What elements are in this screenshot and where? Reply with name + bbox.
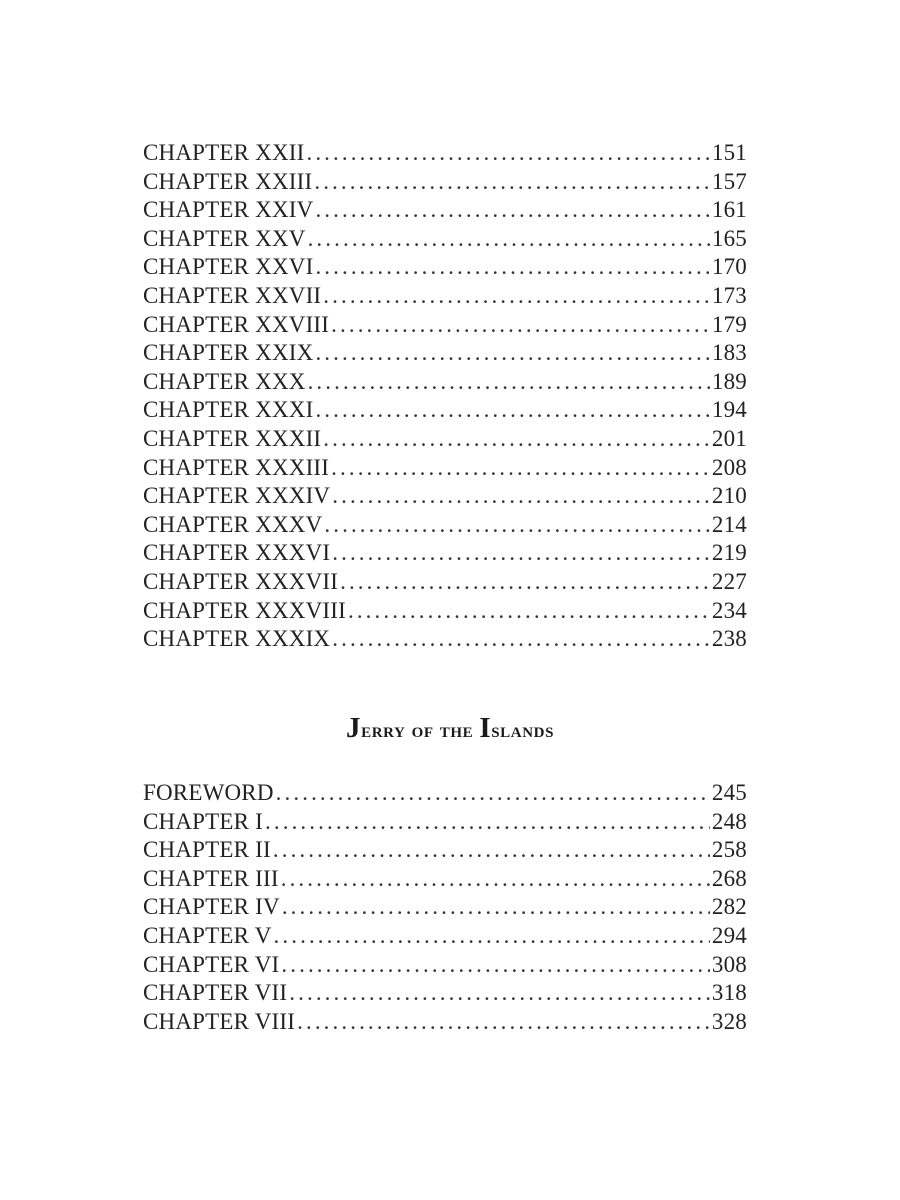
toc-entry-label: CHAPTER XXIX (143, 340, 314, 366)
toc-entry-page-number: 238 (711, 626, 747, 652)
toc-entry-page-number: 210 (711, 483, 747, 509)
dot-leader (282, 893, 710, 922)
toc-entry-page-number: 318 (711, 980, 747, 1006)
toc-entry-page-number: 294 (711, 922, 747, 948)
toc-entry-label: CHAPTER XXXIX (143, 626, 331, 652)
toc-entry-label: CHAPTER XXIV (143, 197, 314, 223)
toc-entry-label: CHAPTER II (143, 837, 271, 863)
toc-entry-page-number: 328 (711, 1008, 747, 1034)
toc-entry-label: CHAPTER I (143, 808, 264, 834)
dot-leader (281, 951, 709, 980)
toc-entry[interactable] (143, 568, 747, 597)
toc-list-continued (143, 139, 747, 654)
toc-entry-label: CHAPTER VI (143, 951, 280, 977)
dot-leader (314, 168, 710, 197)
toc-entry-label: CHAPTER XXXI (143, 397, 314, 423)
dot-leader (265, 808, 710, 837)
dot-leader (331, 454, 710, 483)
dot-leader (332, 625, 710, 654)
dot-leader (315, 253, 709, 282)
toc-entry[interactable] (143, 139, 747, 168)
toc-entry-label: CHAPTER XXXIII (143, 454, 330, 480)
toc-entry-label: CHAPTER V (143, 922, 272, 948)
dot-leader (340, 568, 710, 597)
dot-leader (315, 339, 709, 368)
toc-entry[interactable] (143, 808, 747, 837)
toc-entry[interactable] (143, 396, 747, 425)
toc-entry-page-number: 227 (711, 568, 747, 594)
dot-leader (324, 511, 710, 540)
toc-entry-page-number: 170 (711, 254, 747, 280)
dot-leader (315, 396, 709, 425)
toc-entry-label: CHAPTER XXXVII (143, 568, 339, 594)
toc-entry-page-number: 248 (711, 808, 747, 834)
toc-entry-label: CHAPTER XXXIV (143, 483, 331, 509)
book-section-title: Jerry of the Islands (345, 712, 555, 744)
toc-entry[interactable] (143, 1008, 747, 1037)
toc-entry[interactable] (143, 836, 747, 865)
dot-leader (281, 865, 710, 894)
toc-entry-page-number: 208 (711, 454, 747, 480)
toc-entry-page-number: 214 (711, 511, 747, 537)
toc-entry-label: CHAPTER XXV (143, 225, 306, 251)
dot-leader (323, 425, 710, 454)
toc-entry[interactable] (143, 368, 747, 397)
toc-entry-label: CHAPTER VIII (143, 1008, 296, 1034)
dot-leader (308, 225, 710, 254)
toc-entry[interactable] (143, 168, 747, 197)
toc-entry-page-number: 282 (711, 894, 747, 920)
dot-leader (306, 139, 709, 168)
dot-leader (276, 779, 710, 808)
toc-entry[interactable] (143, 225, 747, 254)
toc-entry-label: CHAPTER XXX (143, 368, 306, 394)
dot-leader (274, 922, 710, 951)
toc-entry-page-number: 157 (711, 168, 747, 194)
toc-entry-label: CHAPTER XXVII (143, 282, 322, 308)
toc-entry[interactable] (143, 311, 747, 340)
toc-entry[interactable] (143, 482, 747, 511)
dot-leader (308, 368, 710, 397)
dot-leader (348, 597, 710, 626)
dot-leader (289, 979, 710, 1008)
toc-entry-page-number: 308 (711, 951, 747, 977)
dot-leader (273, 836, 710, 865)
toc-entry[interactable] (143, 282, 747, 311)
toc-entry-page-number: 183 (711, 340, 747, 366)
toc-entry[interactable] (143, 979, 747, 1008)
toc-entry[interactable] (143, 625, 747, 654)
toc-entry-label: CHAPTER XXXVI (143, 540, 331, 566)
toc-entry-page-number: 165 (711, 225, 747, 251)
toc-entry-page-number: 219 (711, 540, 747, 566)
toc-entry[interactable] (143, 339, 747, 368)
dot-leader (331, 311, 710, 340)
toc-entry-page-number: 189 (711, 368, 747, 394)
toc-entry-page-number: 258 (711, 837, 747, 863)
toc-entry[interactable] (143, 865, 747, 894)
toc-entry[interactable] (143, 253, 747, 282)
toc-entry[interactable] (143, 425, 747, 454)
toc-entry-page-number: 151 (711, 140, 747, 165)
toc-entry-page-number: 245 (711, 780, 747, 805)
toc-entry[interactable] (143, 539, 747, 568)
toc-entry-label: CHAPTER XXVIII (143, 311, 330, 337)
toc-entry[interactable] (143, 196, 747, 225)
toc-entry-page-number: 179 (711, 311, 747, 337)
dot-leader (297, 1008, 710, 1037)
toc-entry-page-number: 268 (711, 865, 747, 891)
toc-entry[interactable] (143, 951, 747, 980)
toc-entry[interactable] (143, 511, 747, 540)
toc-entry[interactable] (143, 454, 747, 483)
toc-entry-page-number: 234 (711, 597, 747, 623)
toc-list-jerry-of-the-islands (143, 779, 747, 1036)
toc-entry-page-number: 173 (711, 282, 747, 308)
dot-leader (332, 482, 710, 511)
toc-entry-label: CHAPTER XXII (143, 140, 305, 165)
toc-entry-label: CHAPTER XXVI (143, 254, 314, 280)
toc-entry-label: CHAPTER XXIII (143, 168, 313, 194)
toc-entry-label: CHAPTER XXXII (143, 425, 322, 451)
toc-entry[interactable] (143, 597, 747, 626)
dot-leader (315, 196, 709, 225)
toc-entry-label: FOREWORD (143, 780, 274, 805)
toc-entry-page-number: 161 (711, 197, 747, 223)
dot-leader (332, 539, 710, 568)
toc-entry[interactable] (143, 893, 747, 922)
toc-entry-label: CHAPTER III (143, 865, 279, 891)
toc-entry-page-number: 194 (711, 397, 747, 423)
dot-leader (323, 282, 710, 311)
toc-entry-page-number: 201 (711, 425, 747, 451)
toc-entry-label: CHAPTER VII (143, 980, 288, 1006)
toc-entry-label: CHAPTER XXXV (143, 511, 323, 537)
toc-entry[interactable] (143, 779, 747, 808)
toc-entry-label: CHAPTER IV (143, 894, 280, 920)
toc-entry-label: CHAPTER XXXVIII (143, 597, 346, 623)
toc-entry[interactable] (143, 922, 747, 951)
